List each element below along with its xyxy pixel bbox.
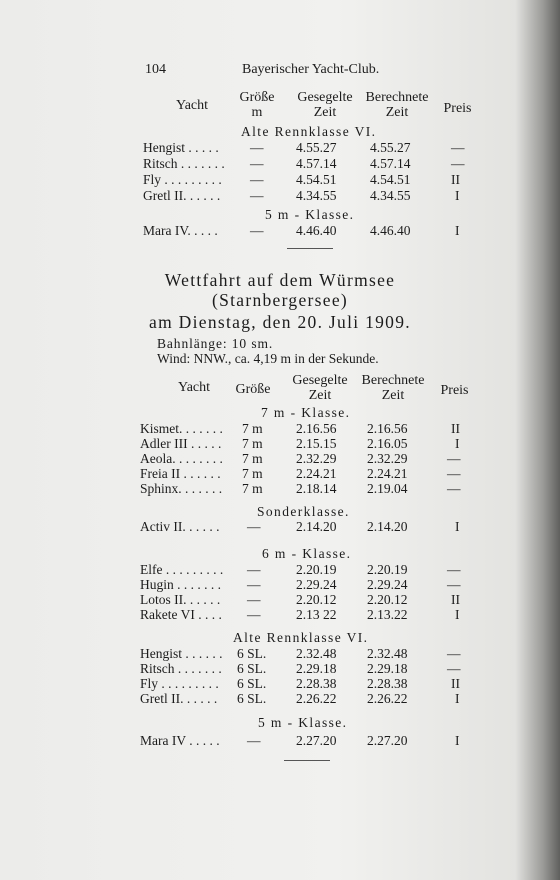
sailed-time-cell: 2.32.48 (296, 646, 337, 661)
sailed-time-cell: 2.20.19 (296, 562, 337, 577)
computed-time-cell: 2.32.48 (367, 646, 408, 661)
prize-cell: I (455, 436, 460, 451)
sailed-time-cell: 2.27.20 (296, 733, 337, 748)
t2-header-berechnet (353, 373, 433, 403)
sailed-time-cell: 4.54.51 (296, 172, 337, 187)
t2-section-title: 5 m - Klasse. (258, 715, 348, 730)
prize-cell: I (455, 691, 460, 706)
t1-section-title: 5 m - Klasse. (265, 207, 355, 222)
size-cell: 6 SL. (237, 676, 267, 691)
computed-time-cell: 2.26.22 (367, 691, 408, 706)
yacht-name: Kismet. . . . . . . (140, 421, 223, 436)
t2-header-preis: Preis (440, 383, 469, 398)
sailed-time-cell: 2.29.24 (296, 577, 337, 592)
t2-section-title: 7 m - Klasse. (261, 405, 351, 420)
yacht-name: Ritsch . . . . . . . (140, 661, 222, 676)
size-cell: — (250, 140, 264, 155)
t1-header-yacht: Yacht (175, 98, 209, 113)
race-location: (Starnbergersee) (211, 290, 349, 310)
t1-header-preis: Preis (443, 101, 472, 116)
prize-cell: II (451, 592, 460, 607)
size-cell: — (247, 519, 261, 534)
size-cell: 7 m (242, 466, 263, 481)
sailed-time-cell: 2.14.20 (296, 519, 337, 534)
size-cell: 6 SL. (237, 691, 267, 706)
yacht-name: Hengist . . . . . (143, 140, 219, 155)
prize-cell: I (455, 607, 460, 622)
size-cell: 7 m (242, 481, 263, 496)
sailed-time-cell: 4.34.55 (296, 188, 337, 203)
race-title: Wettfahrt auf dem Würmsee (164, 270, 396, 290)
size-cell: — (247, 607, 261, 622)
prize-cell: — (447, 646, 461, 661)
computed-time-cell: 4.46.40 (370, 223, 411, 238)
yacht-name: Freia II . . . . . . (140, 466, 221, 481)
computed-time-cell: 2.20.19 (367, 562, 408, 577)
t2-section-title: Alte Rennklasse VI. (233, 630, 369, 645)
t1-header-gesegelt (285, 90, 365, 120)
computed-time-cell: 2.16.56 (367, 421, 408, 436)
divider-rule (284, 760, 330, 761)
computed-time-cell: 4.57.14 (370, 156, 411, 171)
t1-header-berechnet (357, 90, 437, 120)
course-length: Bahnlänge: 10 sm. (157, 336, 274, 351)
computed-time-cell: 2.14.20 (367, 519, 408, 534)
yacht-name: Lotos II. . . . . . (140, 592, 221, 607)
prize-cell: II (451, 421, 460, 436)
race-date: am Dienstag, den 20. Juli 1909. (149, 312, 411, 332)
computed-time-cell: 2.13.22 (367, 607, 408, 622)
size-cell: — (247, 592, 261, 607)
yacht-name: Elfe . . . . . . . . . (140, 562, 224, 577)
prize-cell: I (455, 733, 460, 748)
size-cell: — (250, 188, 264, 203)
t1-header-groesse-line2: m (251, 105, 263, 120)
prize-cell: — (447, 451, 461, 466)
size-cell: — (250, 156, 264, 171)
size-cell: 6 SL. (237, 646, 267, 661)
computed-time-cell: 4.55.27 (370, 140, 411, 155)
computed-time-cell: 4.34.55 (370, 188, 411, 203)
yacht-name: Ritsch . . . . . . . (143, 156, 225, 171)
prize-cell: I (455, 188, 460, 203)
computed-time-cell: 2.24.21 (367, 466, 408, 481)
size-cell: 6 SL. (237, 661, 267, 676)
t2-header-groesse: Größe (235, 382, 271, 397)
sailed-time-cell: 2.32.29 (296, 451, 337, 466)
t1-header-berechnet-line2: Zeit (385, 105, 409, 120)
t2-header-gesegelt-line2: Zeit (308, 388, 332, 403)
t1-header-gesegelt-line2: Zeit (313, 105, 337, 120)
t1-section-title: Alte Rennklasse VI. (241, 124, 377, 139)
size-cell: — (247, 577, 261, 592)
sailed-time-cell: 2.28.38 (296, 676, 337, 691)
prize-cell: I (455, 223, 460, 238)
yacht-name: Mara IV. . . . . (143, 223, 218, 238)
divider-rule (287, 248, 333, 249)
sailed-time-cell: 4.55.27 (296, 140, 337, 155)
t2-section-title: 6 m - Klasse. (262, 546, 352, 561)
prize-cell: I (455, 519, 460, 534)
yacht-name: Hugin . . . . . . . (140, 577, 221, 592)
sailed-time-cell: 2.15.15 (296, 436, 337, 451)
size-cell: — (247, 562, 261, 577)
yacht-name: Mara IV . . . . . (140, 733, 220, 748)
computed-time-cell: 2.29.18 (367, 661, 408, 676)
yacht-name: Sphinx. . . . . . . (140, 481, 223, 496)
t1-header-berechnet-line1: Berechnete (365, 90, 429, 105)
sailed-time-cell: 2.13 22 (296, 607, 337, 622)
size-cell: 7 m (242, 421, 263, 436)
size-cell: 7 m (242, 436, 263, 451)
t1-header-groesse-line1: Größe (239, 90, 275, 105)
t2-header-berechnet-line2: Zeit (381, 388, 405, 403)
t2-section-title: Sonderklasse. (257, 504, 350, 519)
size-cell: — (247, 733, 261, 748)
running-title: Bayerischer Yacht-Club. (242, 62, 380, 77)
yacht-name: Gretl II. . . . . . (143, 188, 221, 203)
t2-header-yacht: Yacht (177, 380, 211, 395)
t1-header-gesegelt-line1: Gesegelte (297, 90, 353, 105)
sailed-time-cell: 4.46.40 (296, 223, 337, 238)
prize-cell: — (447, 577, 461, 592)
yacht-name: Fly . . . . . . . . . (143, 172, 222, 187)
prize-cell: — (451, 140, 465, 155)
page-number: 104 (145, 62, 166, 77)
computed-time-cell: 2.28.38 (367, 676, 408, 691)
t2-header-berechnet-line1: Berechnete (361, 373, 425, 388)
prize-cell: — (447, 466, 461, 481)
sailed-time-cell: 2.18.14 (296, 481, 337, 496)
computed-time-cell: 2.29.24 (367, 577, 408, 592)
t2-header-gesegelt (280, 373, 360, 403)
sailed-time-cell: 2.20.12 (296, 592, 337, 607)
size-cell: — (250, 223, 264, 238)
computed-time-cell: 2.19.04 (367, 481, 408, 496)
yacht-name: Adler III . . . . . (140, 436, 222, 451)
sailed-time-cell: 2.29.18 (296, 661, 337, 676)
t1-header-groesse (232, 90, 282, 120)
yacht-name: Hengist . . . . . . (140, 646, 223, 661)
computed-time-cell: 4.54.51 (370, 172, 411, 187)
computed-time-cell: 2.27.20 (367, 733, 408, 748)
prize-cell: II (451, 172, 460, 187)
yacht-name: Gretl II. . . . . . (140, 691, 218, 706)
sailed-time-cell: 2.16.56 (296, 421, 337, 436)
sailed-time-cell: 4.57.14 (296, 156, 337, 171)
t2-header-gesegelt-line1: Gesegelte (292, 373, 348, 388)
prize-cell: II (451, 676, 460, 691)
yacht-name: Fly . . . . . . . . . (140, 676, 219, 691)
yacht-name: Activ II. . . . . . (140, 519, 220, 534)
size-cell: 7 m (242, 451, 263, 466)
computed-time-cell: 2.20.12 (367, 592, 408, 607)
prize-cell: — (451, 156, 465, 171)
size-cell: — (250, 172, 264, 187)
wind-info: Wind: NNW., ca. 4,19 m in der Sekunde. (157, 351, 379, 366)
computed-time-cell: 2.32.29 (367, 451, 408, 466)
yacht-name: Aeola. . . . . . . . (140, 451, 223, 466)
prize-cell: — (447, 481, 461, 496)
sailed-time-cell: 2.24.21 (296, 466, 337, 481)
sailed-time-cell: 2.26.22 (296, 691, 337, 706)
prize-cell: — (447, 661, 461, 676)
yacht-name: Rakete VI . . . . (140, 607, 222, 622)
prize-cell: — (447, 562, 461, 577)
computed-time-cell: 2.16.05 (367, 436, 408, 451)
